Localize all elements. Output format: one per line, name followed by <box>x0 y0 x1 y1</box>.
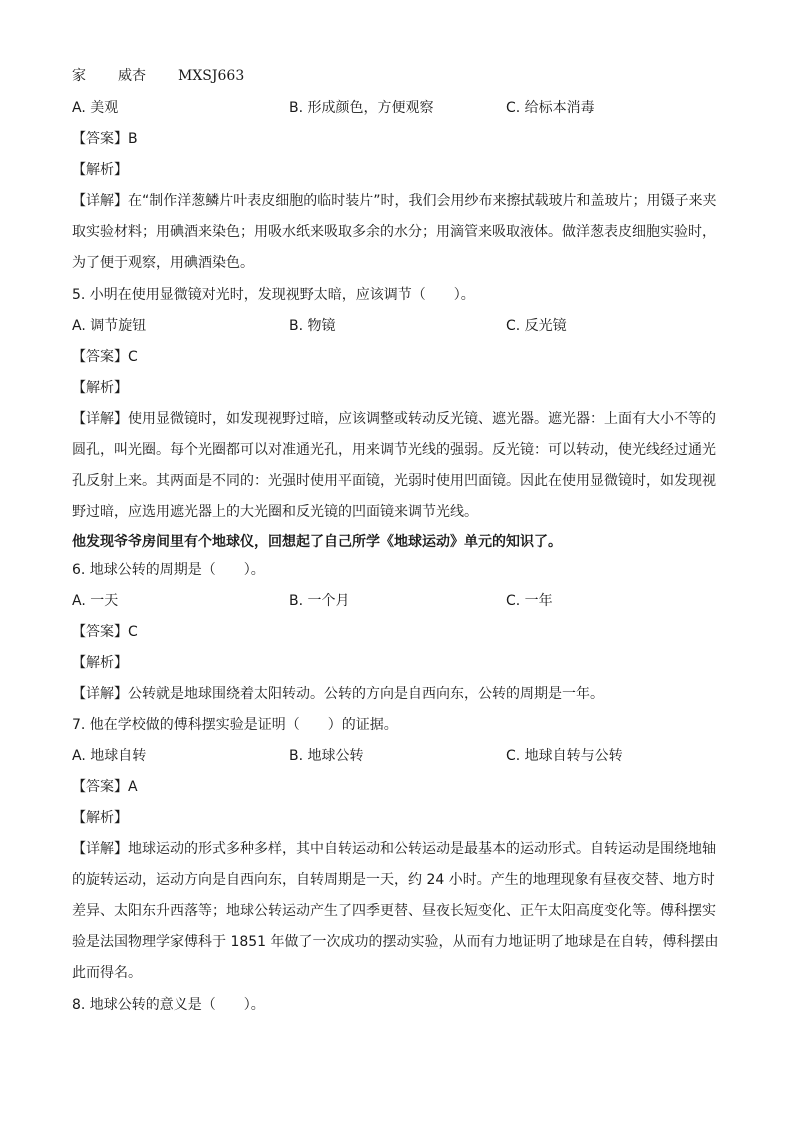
q5-answer: 【答案】C <box>72 349 138 365</box>
q6-question: 6. 地球公转的周期是（ ）。 <box>72 562 265 578</box>
q4-option-b: B. 形成颜色，方便观察 <box>289 100 434 116</box>
q4-detail: 【详解】在“制作洋葱鳞片叶表皮细胞的临时装片”时，我们会用纱布来擦拭载玻片和盖玻片；用镊子来夹取实验材料；用碘酒来染色；用吸水纸来吸取多余的水分；用滴管来吸取液体。做洋葱表皮细胞实验时，为了便于观察，用碘酒染色。 <box>72 193 717 271</box>
q5-detail: 【详解】使用显微镜时，如发现视野过暗，应该调整或转动反光镜、遮光器。遮光器：上面有大小不等的圆孔，叫光圈。每个光圈都可以对准通光孔，用来调节光线的强弱。反光镜：可以转动，使光线经过通光孔反射上来。其两面是不同的：光强时使用平面镜，光弱时使用凹面镜。因此在使用显微镜时，如发现视野过暗，应选用遮光器上的大光圈和反光镜的凹面镜来调节光线。 <box>72 411 716 520</box>
q7-answer: 【答案】A <box>72 779 138 795</box>
header-line <box>72 66 244 86</box>
header-part2: 威杏 <box>118 68 146 84</box>
q5-option-c: C. 反光镜 <box>506 318 567 334</box>
section-intro: 他发现爷爷房间里有个地球仪，回想起了自己所学《地球运动》单元的知识了。 <box>72 534 562 550</box>
q5-option-b: B. 物镜 <box>289 318 336 334</box>
header-part3: MXSJ663 <box>178 68 245 84</box>
q6-option-c: C. 一年 <box>506 593 553 609</box>
q8-question: 8. 地球公转的意义是（ ）。 <box>72 997 265 1013</box>
q6-answer: 【答案】C <box>72 624 138 640</box>
q6-detail: 【详解】公转就是地球围绕着太阳转动。公转的方向是自西向东，公转的周期是一年。 <box>72 686 604 702</box>
q5-question: 5. 小明在使用显微镜对光时，发现视野太暗，应该调节（ ）。 <box>72 287 475 303</box>
q4-option-c: C. 给标本消毒 <box>506 100 595 116</box>
q7-question: 7. 他在学校做的傅科摆实验是证明（ ）的证据。 <box>72 717 398 733</box>
q6-option-b: B. 一个月 <box>289 593 350 609</box>
q7-option-b: B. 地球公转 <box>289 748 364 764</box>
q6-analysis-label: 【解析】 <box>72 655 128 671</box>
q5-option-a: A. 调节旋钮 <box>72 318 147 334</box>
header-part1: 家 <box>72 68 86 84</box>
q4-analysis-label: 【解析】 <box>72 162 128 178</box>
q7-analysis-label: 【解析】 <box>72 810 128 826</box>
q4-answer: 【答案】B <box>72 131 138 147</box>
q7-option-c: C. 地球自转与公转 <box>506 748 623 764</box>
q7-option-a: A. 地球自转 <box>72 748 147 764</box>
q5-analysis-label: 【解析】 <box>72 380 128 396</box>
q4-option-a: A. 美观 <box>72 100 119 116</box>
q6-option-a: A. 一天 <box>72 593 119 609</box>
q7-detail: 【详解】地球运动的形式多种多样，其中自转运动和公转运动是最基本的运动形式。自转运动是围绕地轴的旋转运动，运动方向是自西向东，自转周期是一天，约 24 小时。产生的地理现象有昼夜交替、地方时差异、太阳东升西落等；地球公转运动产生了四季更替、昼夜长短变化、正午太阳高度变化等。傅科摆实验是法国物理学家傅科于 1851 年做了一次成功的摆动实验，从而有力地证明了地球是在自转，傅科摆由此而得名。 <box>72 841 719 981</box>
